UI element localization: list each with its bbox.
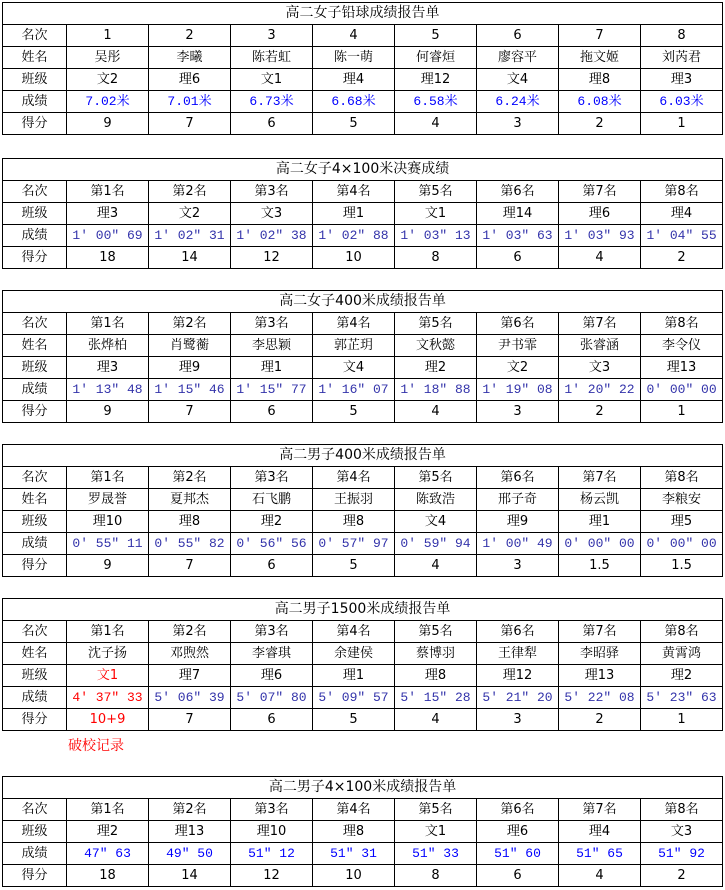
cell-result: 1′ 16″ 07 [313, 379, 395, 401]
cell-points: 5 [313, 555, 395, 577]
table-row-rank [3, 25, 723, 47]
cell-result: 51″ 65 [559, 843, 641, 865]
table-row-class [3, 511, 723, 533]
cell-class: 理10 [67, 511, 149, 533]
cell-result: 0′ 00″ 00 [641, 379, 723, 401]
cell-class: 理2 [67, 821, 149, 843]
table-row-result [3, 533, 723, 555]
table-row-rank [3, 181, 723, 203]
cell-rank: 第3名 [231, 621, 313, 643]
table-row-name [3, 335, 723, 357]
cell-rank: 第6名 [477, 467, 559, 489]
cell-class: 理13 [559, 665, 641, 687]
cell-result: 6.68米 [313, 91, 395, 113]
cell-result: 0′ 57″ 97 [313, 533, 395, 555]
cell-result: 6.58米 [395, 91, 477, 113]
cell-result: 1′ 03″ 93 [559, 225, 641, 247]
table-row-rank [3, 313, 723, 335]
cell-result: 5′ 22″ 08 [559, 687, 641, 709]
cell-name: 罗晟誉 [67, 489, 149, 511]
cell-class: 文3 [231, 203, 313, 225]
cell-rank: 第7名 [559, 621, 641, 643]
cell-points: 3 [477, 113, 559, 135]
row-label: 班级 [3, 821, 67, 843]
cell-result: 5′ 15″ 28 [395, 687, 477, 709]
row-label: 得分 [3, 401, 67, 423]
table-title-row [3, 159, 723, 181]
cell-name: 李曦 [149, 47, 231, 69]
cell-name: 文秋懿 [395, 335, 477, 357]
cell-result: 0′ 59″ 94 [395, 533, 477, 555]
table-title: 高二男子1500米成绩报告单 [3, 599, 723, 621]
cell-rank: 第1名 [67, 799, 149, 821]
cell-result: 51″ 60 [477, 843, 559, 865]
cell-rank: 第6名 [477, 313, 559, 335]
table-title-row [3, 445, 723, 467]
cell-rank: 第6名 [477, 181, 559, 203]
cell-rank: 第5名 [395, 799, 477, 821]
cell-points: 4 [559, 247, 641, 269]
row-label: 成绩 [3, 379, 67, 401]
cell-class: 文1 [395, 821, 477, 843]
cell-class: 文3 [559, 357, 641, 379]
row-label: 名次 [3, 621, 67, 643]
cell-class: 理8 [313, 511, 395, 533]
cell-name: 李粮安 [641, 489, 723, 511]
cell-name: 陈一萌 [313, 47, 395, 69]
cell-result: 1′ 02″ 38 [231, 225, 313, 247]
cell-rank: 2 [149, 25, 231, 47]
cell-points: 6 [231, 401, 313, 423]
table-row-points [3, 113, 723, 135]
cell-name: 邓煦然 [149, 643, 231, 665]
cell-result: 5′ 06″ 39 [149, 687, 231, 709]
cell-result: 6.73米 [231, 91, 313, 113]
row-label: 得分 [3, 865, 67, 887]
cell-points: 7 [149, 401, 231, 423]
cell-points: 12 [231, 247, 313, 269]
cell-name: 张睿涵 [559, 335, 641, 357]
cell-result: 0′ 00″ 00 [559, 533, 641, 555]
results-table [2, 158, 723, 269]
cell-rank: 第4名 [313, 467, 395, 489]
cell-class: 理13 [149, 821, 231, 843]
cell-result: 51″ 33 [395, 843, 477, 865]
cell-name: 王振羽 [313, 489, 395, 511]
cell-points: 5 [313, 113, 395, 135]
cell-rank: 第3名 [231, 313, 313, 335]
cell-rank: 第6名 [477, 799, 559, 821]
cell-rank: 8 [641, 25, 723, 47]
cell-result: 5′ 07″ 80 [231, 687, 313, 709]
cell-points: 10+9 [67, 709, 149, 731]
cell-rank: 第2名 [149, 621, 231, 643]
cell-rank: 7 [559, 25, 641, 47]
cell-class: 理9 [149, 357, 231, 379]
table-row-rank [3, 621, 723, 643]
cell-class: 理4 [559, 821, 641, 843]
cell-rank: 第8名 [641, 181, 723, 203]
cell-result: 7.02米 [67, 91, 149, 113]
table-row-points [3, 709, 723, 731]
row-label: 成绩 [3, 225, 67, 247]
cell-rank: 第7名 [559, 467, 641, 489]
cell-name: 黄霄鸿 [641, 643, 723, 665]
cell-points: 4 [395, 401, 477, 423]
cell-rank: 第4名 [313, 799, 395, 821]
cell-points: 7 [149, 709, 231, 731]
cell-class: 文4 [477, 69, 559, 91]
table-row-name [3, 489, 723, 511]
row-label: 名次 [3, 799, 67, 821]
cell-class: 理4 [313, 69, 395, 91]
cell-class: 理12 [477, 665, 559, 687]
cell-result: 0′ 55″ 82 [149, 533, 231, 555]
table-title: 高二女子铅球成绩报告单 [3, 3, 723, 25]
cell-class: 理12 [395, 69, 477, 91]
table-row-rank [3, 799, 723, 821]
cell-name: 王律犁 [477, 643, 559, 665]
cell-points: 7 [149, 555, 231, 577]
cell-rank: 第8名 [641, 799, 723, 821]
cell-rank: 第5名 [395, 313, 477, 335]
cell-points: 9 [67, 401, 149, 423]
cell-class: 理3 [67, 203, 149, 225]
cell-points: 14 [149, 247, 231, 269]
cell-class: 理2 [641, 665, 723, 687]
cell-name: 沈子扬 [67, 643, 149, 665]
cell-points: 2 [641, 865, 723, 887]
cell-result: 1′ 19″ 08 [477, 379, 559, 401]
table-row-class [3, 357, 723, 379]
results-table [2, 598, 723, 731]
cell-result: 5′ 09″ 57 [313, 687, 395, 709]
table-title-row [3, 291, 723, 313]
row-label: 姓名 [3, 47, 67, 69]
row-label: 得分 [3, 709, 67, 731]
table-row-name [3, 643, 723, 665]
table-row-result [3, 379, 723, 401]
cell-points: 7 [149, 113, 231, 135]
cell-points: 5 [313, 709, 395, 731]
cell-points: 4 [395, 709, 477, 731]
cell-class: 文4 [395, 511, 477, 533]
cell-points: 4 [395, 555, 477, 577]
cell-rank: 第7名 [559, 181, 641, 203]
cell-class: 理1 [559, 511, 641, 533]
cell-result: 5′ 23″ 63 [641, 687, 723, 709]
row-label: 班级 [3, 511, 67, 533]
cell-result: 4′ 37″ 33 [67, 687, 149, 709]
cell-points: 4 [395, 113, 477, 135]
cell-result: 1′ 00″ 69 [67, 225, 149, 247]
cell-points: 3 [477, 555, 559, 577]
cell-rank: 第2名 [149, 181, 231, 203]
cell-class: 理6 [231, 665, 313, 687]
cell-class: 理3 [67, 357, 149, 379]
cell-rank: 第1名 [67, 313, 149, 335]
cell-rank: 5 [395, 25, 477, 47]
cell-name: 李思颖 [231, 335, 313, 357]
cell-class: 理8 [313, 821, 395, 843]
row-label: 姓名 [3, 643, 67, 665]
row-label: 得分 [3, 113, 67, 135]
table-row-result [3, 91, 723, 113]
table-title-row [3, 3, 723, 25]
table-row-result [3, 843, 723, 865]
cell-points: 5 [313, 401, 395, 423]
cell-class: 理13 [641, 357, 723, 379]
cell-class: 理10 [231, 821, 313, 843]
cell-name: 夏邦杰 [149, 489, 231, 511]
cell-result: 1′ 02″ 88 [313, 225, 395, 247]
cell-rank: 第8名 [641, 467, 723, 489]
cell-result: 47″ 63 [67, 843, 149, 865]
cell-class: 文2 [67, 69, 149, 91]
table-title: 高二女子400米成绩报告单 [3, 291, 723, 313]
row-label: 得分 [3, 247, 67, 269]
cell-rank: 第8名 [641, 313, 723, 335]
cell-points: 6 [231, 555, 313, 577]
row-label: 班级 [3, 69, 67, 91]
row-label: 姓名 [3, 335, 67, 357]
cell-points: 9 [67, 113, 149, 135]
table-row-rank [3, 467, 723, 489]
cell-rank: 第4名 [313, 181, 395, 203]
cell-points: 12 [231, 865, 313, 887]
cell-class: 理3 [641, 69, 723, 91]
cell-name: 邢子奇 [477, 489, 559, 511]
cell-points: 2 [559, 709, 641, 731]
cell-points: 9 [67, 555, 149, 577]
table-row-result [3, 225, 723, 247]
cell-class: 文1 [231, 69, 313, 91]
cell-rank: 第5名 [395, 621, 477, 643]
cell-rank: 6 [477, 25, 559, 47]
cell-class: 理7 [149, 665, 231, 687]
cell-result: 1′ 15″ 77 [231, 379, 313, 401]
cell-rank: 3 [231, 25, 313, 47]
results-table [2, 444, 723, 577]
cell-result: 1′ 00″ 49 [477, 533, 559, 555]
cell-class: 文2 [149, 203, 231, 225]
cell-class: 理6 [559, 203, 641, 225]
cell-rank: 第2名 [149, 467, 231, 489]
cell-result: 0′ 55″ 11 [67, 533, 149, 555]
cell-name: 李睿琪 [231, 643, 313, 665]
table-row-class [3, 821, 723, 843]
cell-points: 8 [395, 865, 477, 887]
row-label: 成绩 [3, 91, 67, 113]
cell-result: 1′ 03″ 63 [477, 225, 559, 247]
cell-rank: 第3名 [231, 799, 313, 821]
table-row-name [3, 47, 723, 69]
cell-class: 文1 [67, 665, 149, 687]
cell-class: 理4 [641, 203, 723, 225]
school-record-note: 破校记录 [68, 738, 124, 754]
table-row-result [3, 687, 723, 709]
cell-rank: 4 [313, 25, 395, 47]
cell-result: 5′ 21″ 20 [477, 687, 559, 709]
cell-rank: 第4名 [313, 313, 395, 335]
cell-class: 理6 [149, 69, 231, 91]
cell-points: 2 [559, 113, 641, 135]
cell-points: 1 [641, 709, 723, 731]
cell-name: 肖鹭蘅 [149, 335, 231, 357]
row-label: 名次 [3, 313, 67, 335]
cell-result: 1′ 03″ 13 [395, 225, 477, 247]
cell-class: 文3 [641, 821, 723, 843]
cell-points: 1 [641, 113, 723, 135]
cell-result: 7.01米 [149, 91, 231, 113]
cell-name: 陈致浩 [395, 489, 477, 511]
cell-name: 吴彤 [67, 47, 149, 69]
cell-name: 李昭驿 [559, 643, 641, 665]
cell-result: 49″ 50 [149, 843, 231, 865]
cell-class: 理2 [231, 511, 313, 533]
cell-result: 1′ 18″ 88 [395, 379, 477, 401]
cell-class: 理2 [395, 357, 477, 379]
table-row-points [3, 401, 723, 423]
row-label: 得分 [3, 555, 67, 577]
cell-class: 理8 [149, 511, 231, 533]
cell-name: 李令仪 [641, 335, 723, 357]
cell-points: 10 [313, 247, 395, 269]
cell-points: 6 [231, 709, 313, 731]
cell-points: 6 [477, 247, 559, 269]
cell-result: 6.08米 [559, 91, 641, 113]
cell-points: 2 [559, 401, 641, 423]
cell-rank: 第3名 [231, 181, 313, 203]
cell-points: 6 [231, 113, 313, 135]
cell-rank: 第4名 [313, 621, 395, 643]
row-label: 成绩 [3, 687, 67, 709]
cell-points: 1.5 [641, 555, 723, 577]
cell-class: 文4 [313, 357, 395, 379]
table-title: 高二女子4×100米决赛成绩 [3, 159, 723, 181]
table-row-class [3, 203, 723, 225]
table-row-class [3, 665, 723, 687]
cell-points: 8 [395, 247, 477, 269]
row-label: 名次 [3, 467, 67, 489]
table-row-points [3, 865, 723, 887]
cell-class: 理1 [313, 665, 395, 687]
cell-class: 理8 [559, 69, 641, 91]
row-label: 班级 [3, 203, 67, 225]
cell-result: 1′ 13″ 48 [67, 379, 149, 401]
cell-class: 理1 [231, 357, 313, 379]
cell-result: 51″ 12 [231, 843, 313, 865]
cell-name: 余建侯 [313, 643, 395, 665]
cell-name: 拖文姬 [559, 47, 641, 69]
cell-name: 石飞鹏 [231, 489, 313, 511]
cell-class: 理14 [477, 203, 559, 225]
table-row-points [3, 555, 723, 577]
cell-class: 文2 [477, 357, 559, 379]
results-table [2, 2, 723, 135]
results-table [2, 290, 723, 423]
cell-result: 6.24米 [477, 91, 559, 113]
cell-result: 51″ 31 [313, 843, 395, 865]
cell-rank: 第6名 [477, 621, 559, 643]
cell-name: 尹书霏 [477, 335, 559, 357]
row-label: 名次 [3, 181, 67, 203]
cell-name: 张烨柏 [67, 335, 149, 357]
cell-name: 杨云凯 [559, 489, 641, 511]
cell-rank: 第7名 [559, 799, 641, 821]
cell-points: 18 [67, 247, 149, 269]
cell-rank: 第2名 [149, 313, 231, 335]
cell-class: 理1 [313, 203, 395, 225]
cell-name: 陈若虹 [231, 47, 313, 69]
cell-points: 3 [477, 709, 559, 731]
cell-name: 廖容平 [477, 47, 559, 69]
cell-result: 0′ 00″ 00 [641, 533, 723, 555]
cell-name: 何睿烜 [395, 47, 477, 69]
cell-result: 51″ 92 [641, 843, 723, 865]
row-label: 姓名 [3, 489, 67, 511]
cell-result: 1′ 20″ 22 [559, 379, 641, 401]
cell-class: 理8 [395, 665, 477, 687]
cell-rank: 第1名 [67, 181, 149, 203]
cell-result: 1′ 04″ 55 [641, 225, 723, 247]
cell-points: 1.5 [559, 555, 641, 577]
cell-rank: 第1名 [67, 467, 149, 489]
table-title-row [3, 599, 723, 621]
cell-result: 6.03米 [641, 91, 723, 113]
cell-rank: 第3名 [231, 467, 313, 489]
cell-class: 理6 [477, 821, 559, 843]
cell-result: 0′ 56″ 56 [231, 533, 313, 555]
results-table [2, 776, 723, 887]
row-label: 名次 [3, 25, 67, 47]
cell-class: 理5 [641, 511, 723, 533]
cell-rank: 第5名 [395, 181, 477, 203]
table-title: 高二男子400米成绩报告单 [3, 445, 723, 467]
cell-points: 10 [313, 865, 395, 887]
cell-points: 1 [641, 401, 723, 423]
cell-points: 3 [477, 401, 559, 423]
cell-rank: 第7名 [559, 313, 641, 335]
cell-result: 1′ 15″ 46 [149, 379, 231, 401]
cell-rank: 第2名 [149, 799, 231, 821]
table-title-row [3, 777, 723, 799]
table-row-points [3, 247, 723, 269]
cell-points: 6 [477, 865, 559, 887]
cell-rank: 1 [67, 25, 149, 47]
cell-class: 理9 [477, 511, 559, 533]
cell-points: 14 [149, 865, 231, 887]
row-label: 班级 [3, 665, 67, 687]
row-label: 成绩 [3, 843, 67, 865]
cell-class: 文1 [395, 203, 477, 225]
table-row-class [3, 69, 723, 91]
cell-rank: 第1名 [67, 621, 149, 643]
cell-name: 郭芷玥 [313, 335, 395, 357]
row-label: 成绩 [3, 533, 67, 555]
table-title: 高二男子4×100米成绩报告单 [3, 777, 723, 799]
cell-name: 刘芮君 [641, 47, 723, 69]
cell-points: 18 [67, 865, 149, 887]
cell-points: 2 [641, 247, 723, 269]
cell-points: 4 [559, 865, 641, 887]
cell-result: 1′ 02″ 31 [149, 225, 231, 247]
row-label: 班级 [3, 357, 67, 379]
cell-rank: 第8名 [641, 621, 723, 643]
cell-name: 蔡博羽 [395, 643, 477, 665]
cell-rank: 第5名 [395, 467, 477, 489]
